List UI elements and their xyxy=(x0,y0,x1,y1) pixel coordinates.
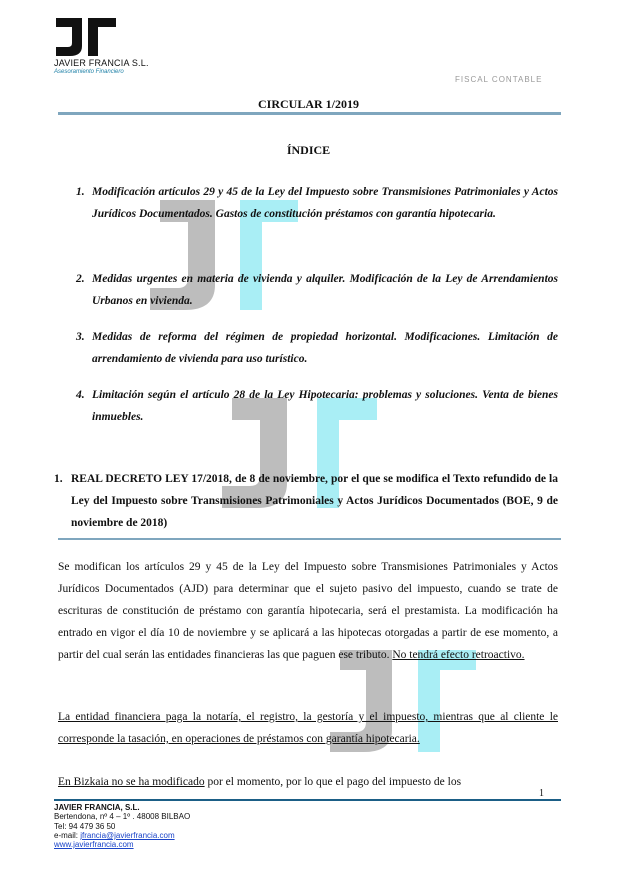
section-1-heading xyxy=(54,468,558,534)
index-item-text: Medidas de reforma del régimen de propiedad horizontal. Modificaciones. Limitación de arrendamiento de vivienda para uso turístico. xyxy=(92,331,558,365)
header-services: FISCAL CONTABLE xyxy=(455,75,543,83)
footer-web-line xyxy=(54,840,134,849)
company-logo-icon xyxy=(54,16,134,86)
page-number: 1 xyxy=(539,788,544,799)
title-divider xyxy=(58,112,561,115)
footer-company: JAVIER FRANCIA, S.L. xyxy=(54,803,140,812)
index-item-number: 4. xyxy=(76,389,85,401)
logo-tagline: Asesoramiento Financiero xyxy=(54,69,124,75)
footer-email-line xyxy=(54,831,175,840)
index-item-1 xyxy=(76,181,558,225)
index-title: ÍNDICE xyxy=(286,143,331,157)
index-item-number: 2. xyxy=(76,273,85,285)
index-item-3 xyxy=(76,326,558,370)
index-item-2 xyxy=(76,268,558,312)
footer-email-label: e-mail: xyxy=(54,831,81,840)
index-item-text: Medidas urgentes en materia de vivienda y alquiler. Modificación de la Ley de Arrendamientos Urbanos en vivienda. xyxy=(92,273,558,307)
paragraph-2: La entidad financiera paga la notaría, el registro, la gestoría y el impuesto, mientras que al cliente le corresponde la tasación, en operaciones de préstamos con garantía hipotecaria. xyxy=(58,711,558,745)
footer-address: Bertendona, nº 4 – 1º . 48008 BILBAO xyxy=(54,812,191,821)
paragraph-3-underlined: En Bizkaia no se ha modificado xyxy=(58,776,205,788)
footer-web-link[interactable]: www.javierfrancia.com xyxy=(54,840,134,849)
footer-email-link[interactable]: jfrancia@javierfrancia.com xyxy=(80,831,175,840)
index-item-number: 1. xyxy=(76,186,85,198)
paragraph-3-text: por el momento, por lo que el pago del impuesto de los xyxy=(204,776,462,788)
paragraph-1-note: No tendrá efecto retroactivo. xyxy=(392,649,525,661)
index-item-number: 3. xyxy=(76,331,85,343)
index-item-text: Limitación según el artículo 28 de la Ley Hipotecaria: problemas y soluciones. Venta de bienes inmuebles. xyxy=(92,389,558,423)
footer-divider xyxy=(54,799,561,801)
section-number: 1. xyxy=(54,473,63,485)
footer-tel: Tel: 94 479 36 50 xyxy=(54,822,116,831)
section-divider xyxy=(58,538,561,540)
paragraph-1 xyxy=(58,556,558,666)
paragraph-3 xyxy=(58,771,558,793)
section-heading-text: REAL DECRETO LEY 17/2018, de 8 de noviembre, por el que se modifica el Texto refundido de la Ley del Impuesto sobre Transmisiones Patrimoniales y Actos Jurídicos Documentados (BOE, 9 de noviembre de 2018) xyxy=(71,473,558,529)
logo-company-name: JAVIER FRANCIA S.L. xyxy=(54,58,149,68)
index-item-text: Modificación artículos 29 y 45 de la Ley del Impuesto sobre Transmisiones Patrimoniales y Actos Jurídicos Documentados. Gastos de constitución préstamos con garantía hipotecaria. xyxy=(92,186,558,220)
paragraph-1-text: Se modifican los artículos 29 y 45 de la Ley del Impuesto sobre Transmisiones Patrimoniales y Actos Jurídicos Documentados (AJD) para determinar que el sujeto pasivo del impuesto, cuando se trate de escrituras de constitución de préstamo con garantía hipotecaria, será el prestamista. La modificación ha entrado en vigor el día 10 de noviembre y se aplicará a las hipotecas otorgadas a partir de ese momento, a partir del cual serán las entidades financieras las que paguen ese tributo. xyxy=(58,561,558,661)
index-item-4 xyxy=(76,384,558,428)
circular-title: CIRCULAR 1/2019 xyxy=(257,97,359,111)
